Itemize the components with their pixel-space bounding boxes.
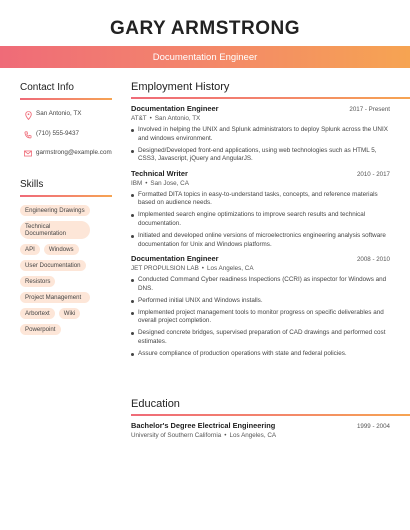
job-bullet: Performed initial UNIX and Windows installs.: [131, 297, 390, 306]
contact-divider: [20, 98, 112, 100]
job-bullet: Conducted Command Cyber readiness Inspections (CCRI) as inspector for Windows and DNS.: [131, 276, 390, 293]
job-bullet: Formatted DITA topics in easy-to-understand tasks, concepts, and reference materials based on audience needs.: [131, 191, 390, 208]
left-column: [20, 82, 112, 335]
education-divider: [131, 414, 410, 416]
job-company: IBM: [131, 179, 143, 187]
job-entry: [131, 104, 410, 164]
education-heading: Education: [131, 398, 180, 410]
job-company-line: [131, 115, 410, 122]
job-company: AT&T: [131, 115, 147, 122]
skill-pill: Windows: [44, 244, 79, 255]
phone-text: (710) 555-9437: [36, 130, 80, 137]
job-company-line: [131, 265, 410, 272]
job-dates: 2010 - 2017: [356, 170, 390, 178]
job-location: Los Angeles, CA: [207, 265, 254, 273]
job-bullet: Assure compliance of production operations with state and federal policies.: [131, 350, 390, 359]
job-bullets: [131, 126, 410, 164]
job-company-line: [131, 180, 410, 187]
email-link[interactable]: garmstrong@example.com: [36, 149, 112, 156]
skills-list: [20, 205, 112, 335]
job-location: San Jose, CA: [150, 179, 189, 187]
skills-heading: Skills: [20, 179, 44, 190]
skill-pill: Technical Documentation: [20, 221, 90, 239]
job-bullets: [131, 276, 410, 358]
employment-section: [131, 81, 410, 362]
job-bullets: [131, 191, 410, 249]
degree-title: Bachelor's Degree Electrical Engineering: [131, 421, 276, 430]
job-bullet: Designed/Developed front-end applications, using web technologies such as HTML 5, CSS3, Javascript, jQuery and AngularJS.: [131, 147, 390, 164]
title-banner: [0, 46, 410, 68]
employment-heading: Employment History: [131, 81, 230, 93]
school-name: University of Southern California: [131, 432, 222, 439]
education-section: [131, 398, 410, 439]
job-bullet: Implemented search engine optimizations to improve search results and technical documentation.: [131, 211, 390, 228]
skill-pill: Powerpoint: [20, 324, 61, 335]
phone-icon: [20, 130, 36, 139]
location-pin-icon: [20, 110, 36, 120]
job-company: JET PROPULSION LAB: [131, 265, 199, 273]
education-entry: [131, 421, 410, 439]
job-dates: 2008 - 2010: [356, 256, 390, 264]
employment-divider: [131, 97, 410, 99]
contact-location: [20, 110, 112, 120]
job-title-banner-text: Documentation Engineer: [152, 51, 258, 63]
job-entry: [131, 169, 410, 249]
job-bullet: Designed concrete bridges, supervised preparation of CAD drawings and performed cost estimates.: [131, 329, 390, 346]
job-entry: [131, 254, 410, 358]
contact-phone: [20, 130, 112, 139]
job-title: Documentation Engineer: [131, 104, 219, 113]
education-dates: 1999 - 2004: [356, 423, 390, 430]
job-dates: 2017 - Present: [349, 106, 390, 113]
job-title: Technical Writer: [131, 168, 188, 178]
separator-dot: •: [224, 432, 227, 439]
contact-heading: Contact Info: [20, 82, 74, 93]
separator-dot: •: [149, 115, 152, 122]
separator-dot: •: [145, 179, 148, 187]
job-title: Documentation Engineer: [131, 254, 219, 264]
contact-email: [20, 149, 112, 157]
location-text: San Antonio, TX: [36, 110, 82, 117]
resume-name: GARY ARMSTRONG: [110, 18, 300, 39]
skill-pill: Engineering Drawings: [20, 205, 90, 216]
skill-pill: Arbortext: [20, 308, 55, 319]
skill-pill: Resistors: [20, 276, 55, 287]
envelope-icon: [20, 149, 36, 157]
separator-dot: •: [201, 265, 204, 273]
job-location: San Antonio, TX: [154, 115, 201, 122]
skill-pill: API: [20, 244, 40, 255]
school-location: Los Angeles, CA: [229, 432, 277, 439]
job-bullet: Initiated and developed online versions of microelectronics engineering analysis software documentation for Unix and Windows platforms.: [131, 232, 390, 249]
job-bullet: Involved in helping the UNIX and Splunk administrators to deploy Splunk across the UNIX and windows environment.: [131, 126, 390, 143]
school-line: [131, 432, 410, 439]
skill-pill: User Documentation: [20, 260, 86, 271]
skill-pill: Wiki: [59, 308, 81, 319]
skills-divider: [20, 195, 112, 197]
job-bullet: Implemented project management tools to monitor progress on specific deliverables and overall project completion.: [131, 309, 390, 326]
skill-pill: Project Management: [20, 292, 90, 303]
